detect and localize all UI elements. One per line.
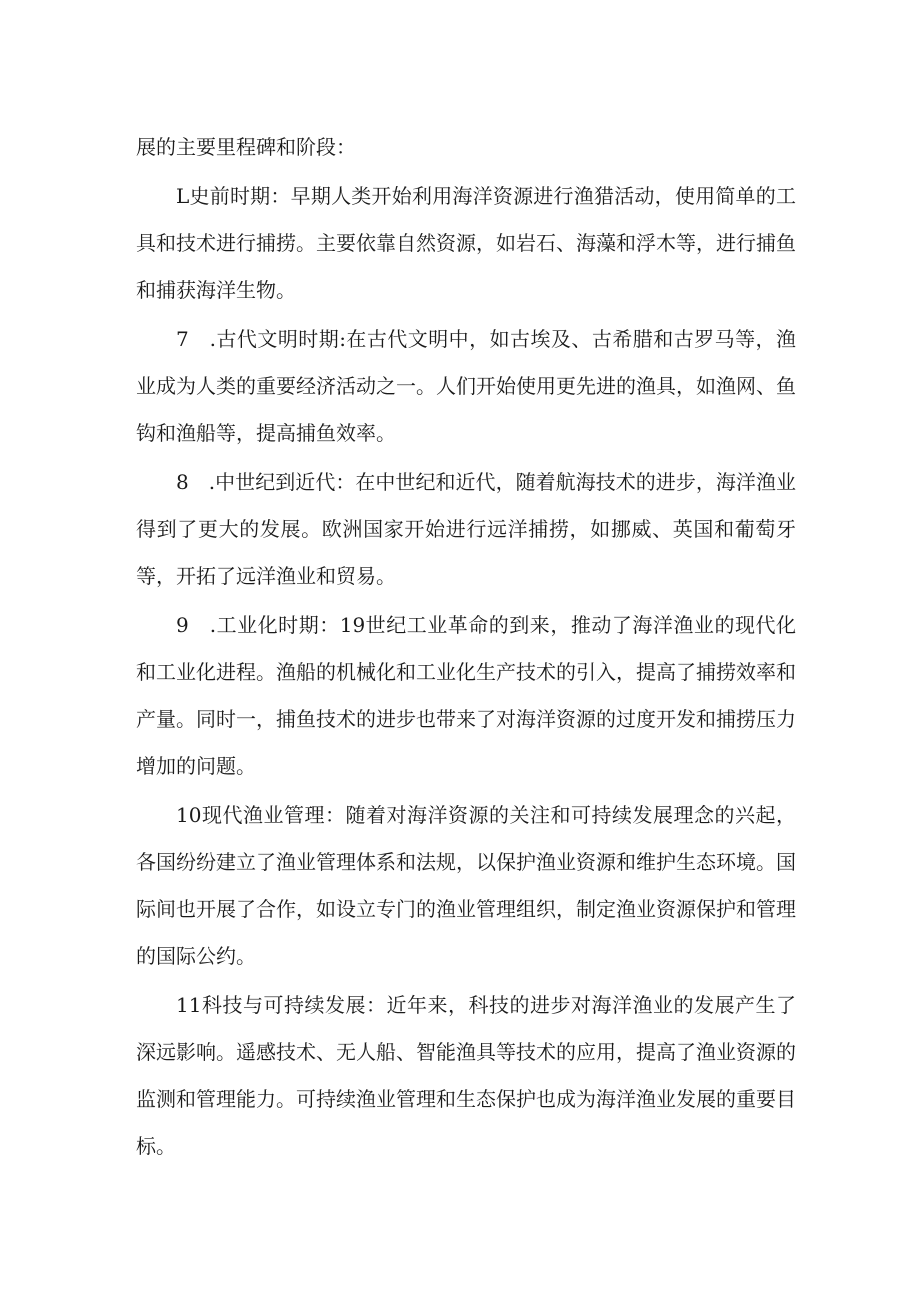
paragraph-ancient-civilization: 7 .古代文明时期:在古代文明中，如古埃及、古希腊和古罗马等，渔业成为人类的重要经济活动之一。人们开始使用更先进的渔具，如渔网、鱼钩和渔船等，提高捕鱼效率。 (136, 327, 796, 445)
paragraph-technology-sustainability: 11科技与可持续发展：近年来，科技的进步对海洋渔业的发展产生了深远影响。遥感技术、无人船、智能渔具等技术的应用，提高了渔业资源的监测和管理能力。可持续渔业管理和生态保护也成为海洋渔业发展的重要目标。 (136, 993, 796, 1158)
paragraph-intro: 展的主要里程碑和阶段： (136, 135, 356, 159)
document-body (136, 124, 796, 1172)
paragraph-fishery-management: 10现代渔业管理：随着对海洋资源的关注和可持续发展理念的兴起，各国纷纷建立了渔业管理体系和法规，以保护渔业资源和维护生态环境。国际间也开展了合作，如设立专门的渔业管理组织，制定渔业资源保护和管理的国际公约。 (136, 803, 796, 968)
paragraph-medieval-modern: 8 .中世纪到近代：在中世纪和近代，随着航海技术的进步，海洋渔业得到了更大的发展。欧洲国家开始进行远洋捕捞，如挪威、英国和葡萄牙等，开拓了远洋渔业和贸易。 (136, 470, 796, 588)
paragraph-prehistoric: L史前时期：早期人类开始利用海洋资源进行渔猎活动，使用简单的工具和技术进行捕捞。主要依靠自然资源，如岩石、海藻和浮木等，进行捕鱼和捕获海洋生物。 (136, 184, 796, 302)
paragraph-industrialization: 9 .工业化时期：19世纪工业革命的到来，推动了海洋渔业的现代化和工业化进程。渔船的机械化和工业化生产技术的引入，提高了捕捞效率和产量。同时一，捕鱼技术的进步也带来了对海洋资源的过度开发和捕捞压力增加的问题。 (136, 613, 796, 778)
